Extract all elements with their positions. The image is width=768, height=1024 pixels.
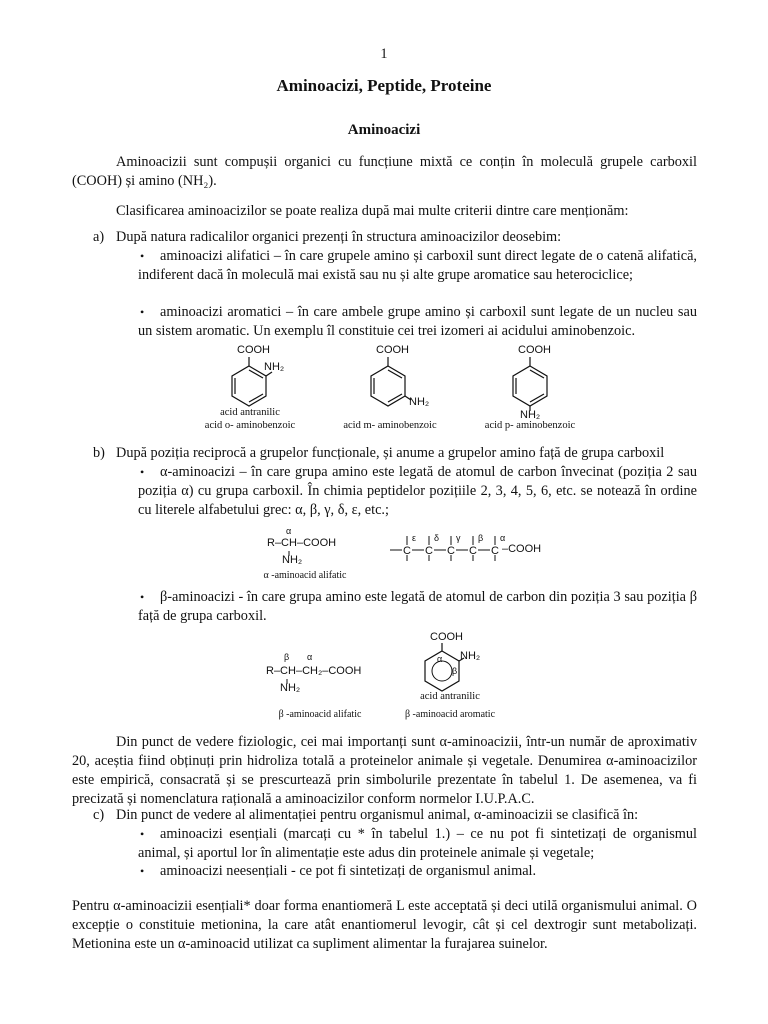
bullet-nonessential: aminoacizi neesențiali - ce pot fi sintetizați de organismul animal.: [160, 863, 537, 879]
bullet-beta: β-aminoacizi - în care grupa amino este legată de atomul de carbon din poziția 3 sau poziția β față de grupa carboxil.: [138, 589, 697, 624]
beta-symbol: β: [478, 533, 484, 543]
nh2-label: NH₂: [460, 650, 481, 662]
physiology-paragraph: Din punct de vedere fiziologic, cei mai importanți sunt α-aminoacizii, într-un număr de aproximativ 20, aceștia fiind obținuți prin hidroliza totală a proteinelor animale și vegetale. Denumirea α-aminoacizilor este empirică, consacrată și se prescurtează prin simbolurile prezentate în tabelul 1. De asemenea, va fi precizată și nomenclatura rațională a aminoacizilor conform normelor I.U.P.A.C.: [72, 734, 697, 807]
alpha-symbol: α: [307, 652, 313, 662]
cooh-label: COOH: [430, 631, 463, 643]
nh2-label: NH₂: [409, 396, 430, 408]
item-a-text: După natura radicalilor organici prezenți în structura aminoacizilor deosebim:: [116, 229, 562, 245]
nh2-label: NH₂: [280, 682, 301, 694]
delta-symbol: δ: [434, 533, 440, 543]
beta-aromatic-label: β -aminoacid aromatic: [404, 709, 496, 720]
alpha-formula: R–CH–COOH: [267, 537, 337, 549]
alpha-symbol: α: [437, 654, 443, 664]
svg-text:C: C: [403, 545, 411, 557]
alpha-symbol: α: [500, 533, 506, 543]
bullet-icon: •: [140, 465, 145, 479]
ortho-name: acid antranilic: [220, 407, 280, 418]
beta-aminoacid-figure: [240, 630, 540, 724]
chain-cooh: –COOH: [502, 543, 542, 555]
svg-text:C: C: [425, 545, 433, 557]
section-heading: Aminoacizi: [347, 122, 421, 138]
cooh-label: COOH: [237, 344, 270, 356]
page-number: 1: [380, 46, 388, 62]
page-title: Aminoacizi, Peptide, Proteine: [276, 76, 492, 95]
bullet-icon: •: [140, 827, 145, 841]
intro-paragraph: Aminoacizii sunt compușii organici cu funcțiune mixtă ce conțin în moleculă grupele carboxil (COOH) și amino (NH₂).: [72, 154, 697, 189]
aminobenzoic-isomers-figure: [180, 343, 660, 439]
beta-symbol: β: [452, 666, 458, 676]
item-a-marker: a): [93, 229, 105, 245]
bullet-aromatic: aminoacizi aromatici – în care ambele grupe amino și carboxil sunt legate de un nucleu sau un sistem aromatic. Un exemplu îl constituie cei trei izomeri ai acidului aminobenzoic.: [138, 304, 697, 339]
alpha-symbol: α: [286, 526, 292, 536]
item-b-marker: b): [93, 445, 105, 461]
cooh-label: COOH: [518, 344, 551, 356]
nh2-label: NH₂: [282, 554, 303, 566]
meta-label: acid m- aminobenzoic: [343, 420, 437, 431]
svg-text:C: C: [491, 545, 499, 557]
gamma-symbol: γ: [456, 533, 461, 543]
bullet-aliphatic: aminoacizi alifatici – în care grupele amino și carboxil sunt direct legate de o catenă alifatică, indiferent dacă în moleculă mai există sau nu și alte grupe aromatice sau heterociclice;: [138, 248, 697, 283]
alpha-aliphatic-label: α -aminoacid alifatic: [263, 570, 347, 581]
nh2-label: NH₂: [520, 409, 541, 421]
bullet-essential: aminoacizi esențiali (marcați cu * în tabelul 1.) – ce nu pot fi sintetizați de organismul animal, și aportul lor în alimentație este adus din proteinele animale și vegetale;: [138, 826, 697, 861]
beta-aliphatic-formula: R–CH–CH₂–COOH: [266, 665, 362, 677]
para-label: acid p- aminobenzoic: [484, 420, 576, 431]
cooh-label: COOH: [376, 344, 409, 356]
beta-symbol: β: [284, 652, 290, 662]
item-b-text: După poziția reciprocă a grupelor funcționale, și anume a grupelor amino față de grupa carboxil: [116, 445, 665, 461]
bullet-icon: •: [140, 864, 145, 878]
epsilon-symbol: ε: [412, 533, 417, 543]
bullet-icon: •: [140, 249, 145, 263]
bullet-icon: •: [140, 590, 145, 604]
ortho-label: acid o- aminobenzoic: [204, 420, 296, 431]
bullet-alpha: α-aminoacizi – în care grupa amino este legată de atomul de carbon învecinat (poziția 2 sau poziția α) cu grupa carboxil. În chimia peptidelor pozițiile 2, 3, 4, 5, 6, etc. se notează în ordine cu literele alfabetului grec: α, β, γ, δ, ε, etc.;: [138, 464, 697, 518]
final-paragraph: Pentru α-aminoacizii esențiali* doar forma enantiomeră L este acceptată și deci utilă organismului animal. O excepție o constituie metionina, la care atât enantiomerul levogir, cât și cel dextrogir sunt metabolizați. Metionina este un α-aminoacid utilizat ca supliment alimentar la furajarea suinelor.: [72, 898, 697, 952]
alpha-aminoacid-figure: [255, 527, 555, 587]
beta-aliphatic-label: β -aminoacid alifatic: [278, 709, 362, 720]
bullet-icon: •: [140, 305, 145, 319]
item-c-text: Din punct de vedere al alimentației pentru organismul animal, α-aminoacizii se clasifică în:: [116, 807, 639, 823]
nh2-label: NH₂: [264, 361, 285, 373]
svg-text:C: C: [469, 545, 477, 557]
beta-aromatic-name: acid antranilic: [420, 691, 480, 702]
classification-paragraph: Clasificarea aminoacizilor se poate realiza după mai multe criterii dintre care menționăm:: [116, 203, 629, 219]
svg-text:C: C: [447, 545, 455, 557]
item-c-marker: c): [93, 807, 105, 823]
